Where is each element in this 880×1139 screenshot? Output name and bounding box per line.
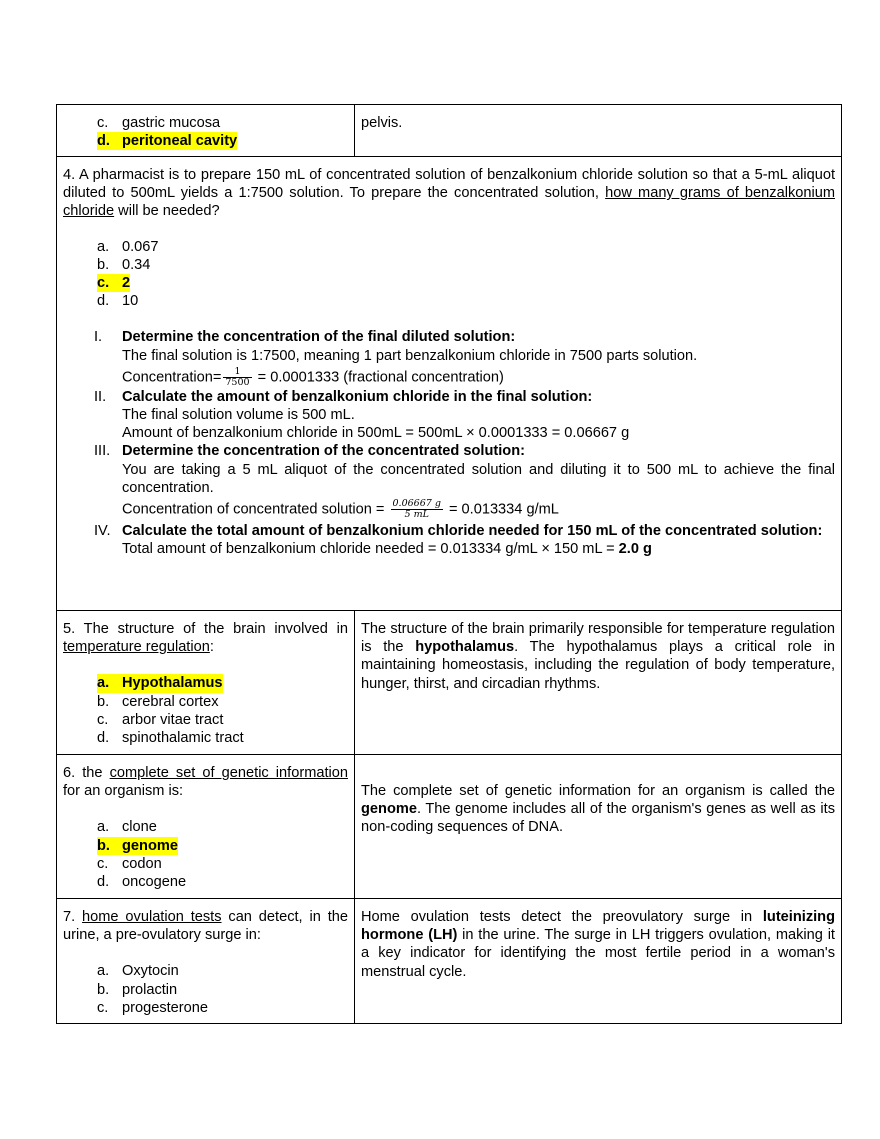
- step-2: II. Calculate the amount of benzalkonium chloride in the final solution: The final solution volume is 500 mL. Amount of benzalkonium chloride in 500mL = 500mL × 0.0001333 = 0.06667 g: [94, 388, 630, 442]
- option-a: a. 0.067: [97, 238, 159, 255]
- qa-table: [56, 104, 842, 1024]
- explanation-7-cell: [355, 899, 842, 1024]
- option-d-correct: d. peritoneal cavity: [97, 133, 238, 150]
- table-row-q7: [57, 899, 842, 1024]
- option-a: a. clone: [97, 819, 157, 836]
- question-4-options: [63, 238, 835, 311]
- explanation-7-text: Home ovulation tests detect the preovulatory surge in luteinizing hormone (LH) in the urine. The surge in LH triggers ovulation, making it a key indicator for identifying the most fertile period in a woman's menstrual cycle.: [361, 909, 835, 980]
- explanation-5-text: The structure of the brain primarily responsible for temperature regulation is the hypothalamus. The hypothalamus plays a critical role in maintaining homeostasis, including the regulation of body temperature, hunger, thirst, and circadian rhythms.: [361, 621, 835, 692]
- option-b: b. prolactin: [97, 981, 178, 998]
- option-c: c. gastric mucosa: [97, 115, 221, 131]
- fraction-mass-over-volume: $\frac{0.06667 g}{5 mL}$: [392, 498, 441, 521]
- fraction-1-over-7500: $\frac{1}{7500}$: [225, 365, 250, 388]
- explanation-5-cell: [355, 611, 842, 755]
- explanation-cell: pelvis.: [355, 105, 842, 157]
- question-5-stem: 5. The structure of the brain involved in temperature regulation:: [63, 621, 348, 656]
- table-row-q5: [57, 611, 842, 755]
- table-row-q6: [57, 755, 842, 899]
- step-4: IV. Calculate the total amount of benzalkonium chloride needed for 150 mL of the concentrated solution: Total amount of benzalkonium chloride needed = 0.013334 g/mL × 150 mL = 2.0 g: [94, 523, 823, 558]
- question-6-stem: 6. the complete set of genetic information for an organism is:: [63, 765, 348, 800]
- option-b: b. 0.34: [97, 256, 151, 273]
- explanation-6-cell: [355, 755, 842, 899]
- question-7-options: [63, 962, 348, 1017]
- solution-steps: [63, 328, 835, 558]
- table-row-q4: [57, 157, 842, 611]
- question-4-stem: 4. A pharmacist is to prepare 150 mL of concentrated solution of benzalkonium chloride solution so that a 5-mL aliquot diluted to 500mL yields a 1:7500 solution. To prepare the concentrated solution, how many grams of benzalkonium chloride will be needed?: [63, 167, 835, 220]
- option-c: c. codon: [97, 855, 162, 872]
- question-4-cell: [57, 157, 842, 611]
- option-b: b. cerebral cortex: [97, 693, 219, 710]
- question-cell: [57, 105, 355, 157]
- question-6-cell: [57, 755, 355, 899]
- option-d: d. spinothalamic tract: [97, 730, 244, 747]
- document-page: [56, 104, 841, 1024]
- option-d: d. oncogene: [97, 874, 187, 891]
- option-c: c. progesterone: [97, 999, 209, 1016]
- option-b-correct: b. genome: [97, 837, 178, 854]
- question-5-options: [63, 674, 348, 747]
- table-row-continued: [57, 105, 842, 157]
- question-7-stem: 7. home ovulation tests can detect, in the urine, a pre-ovulatory surge in:: [63, 909, 348, 944]
- question-6-options: [63, 818, 348, 891]
- option-a-correct: a. Hypothalamus: [97, 675, 223, 692]
- question-7-cell: [57, 899, 355, 1024]
- step-1: I. Determine the concentration of the final diluted solution: The final solution is 1:7500, meaning 1 part benzalkonium chloride in 7500 parts solution. Concentration= $\frac{1}{7500}$ = 0.0001333 (fractional concentration): [94, 329, 698, 388]
- option-list: [63, 114, 348, 150]
- step-3: III. Determine the concentration of the concentrated solution: You are taking a 5 mL aliquot of the concentrated solution and diluting it to 500 mL to achieve the final concentration. Concentration of concentrated solution = $\frac{0.06667 g}{5 mL}$ = 0.013334 g/mL: [94, 443, 835, 521]
- explanation-6-text: The complete set of genetic information for an organism is called the genome. The genome includes all of the organism's genes as well as its non-coding sequences of DNA.: [361, 783, 835, 836]
- option-c: c. arbor vitae tract: [97, 711, 224, 728]
- question-5-cell: [57, 611, 355, 755]
- option-d: d. 10: [97, 293, 139, 310]
- option-a: a. Oxytocin: [97, 963, 179, 980]
- option-c-correct: c. 2: [97, 275, 131, 292]
